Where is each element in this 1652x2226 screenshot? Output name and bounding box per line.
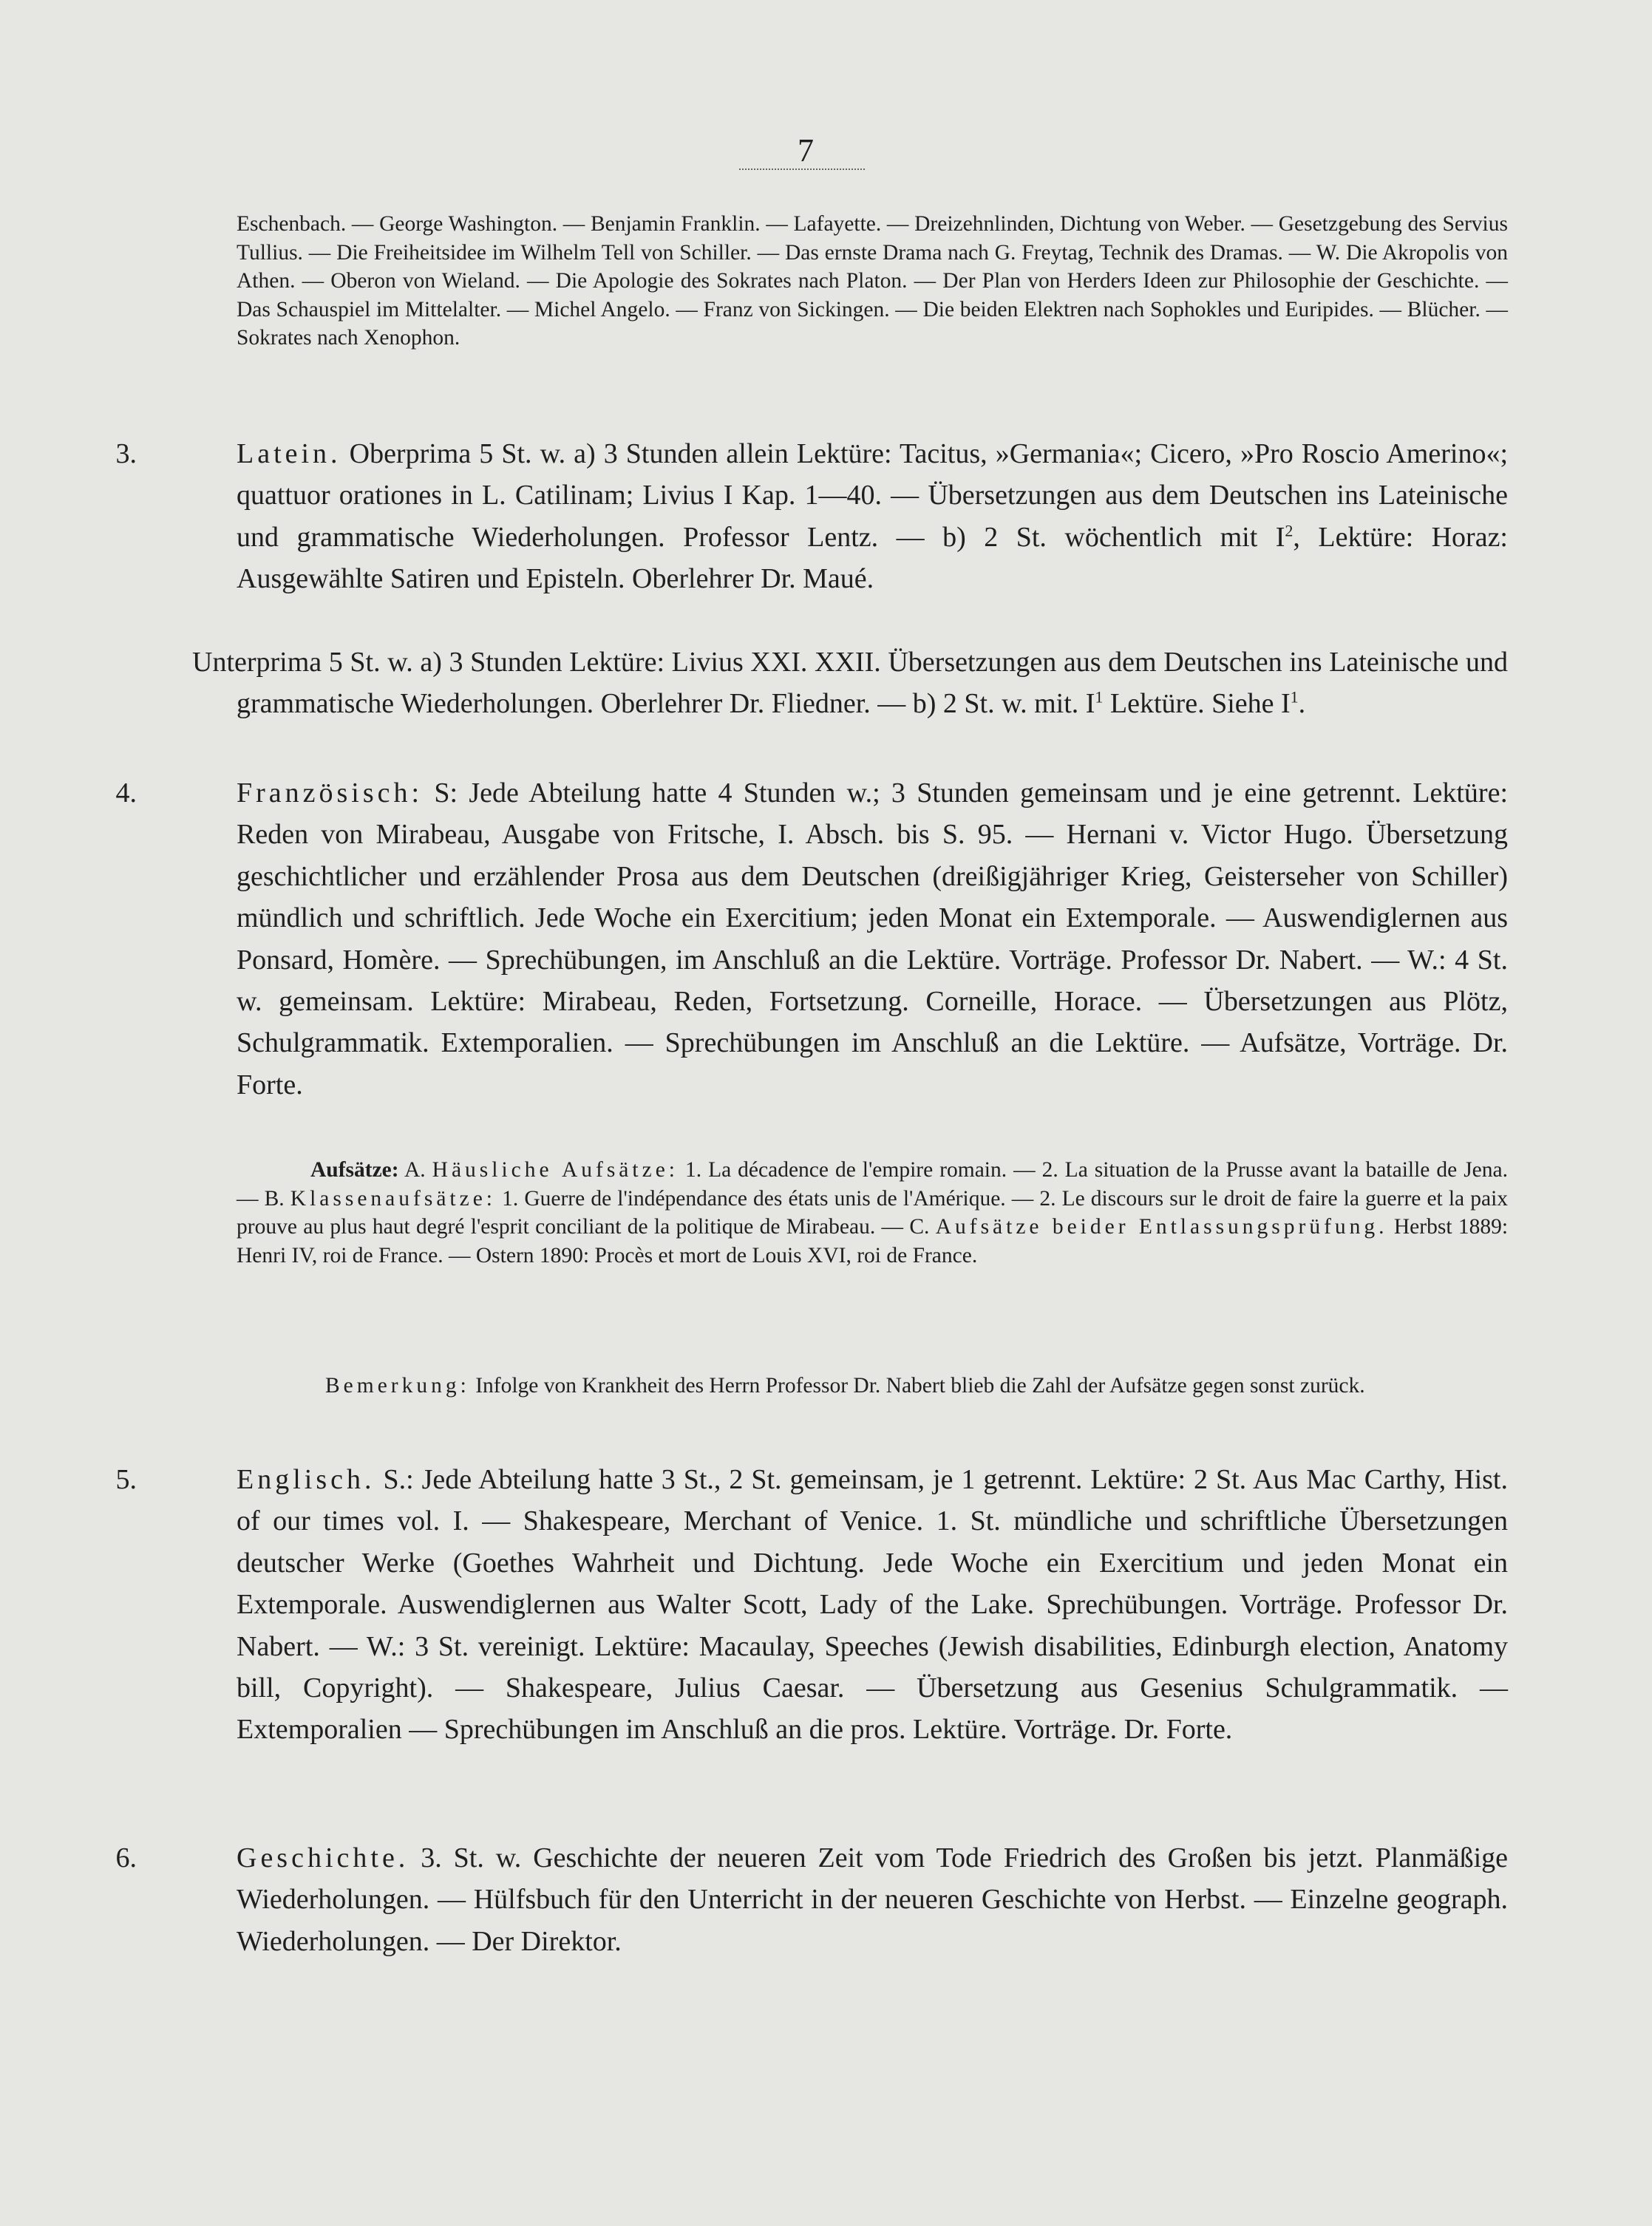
- franzoesisch-text: S: Jede Abteilung hatte 4 Stunden w.; 3 Stunden gemeinsam und je eine getrennt. Lektüre: Reden von Mirabeau, Ausgabe von Fritsche, I. Absch. bis S. 95. — Hernani v. Victor Hugo. Übersetzung geschichtlicher und erzählender Prosa aus dem Deutschen (dreißigjähriger Krieg, Geisterseher von Schiller) mündlich und schriftlich. Jede Woche ein Exercitium; jeden Monat ein Extemporale. — Auswendiglernen aus Ponsard, Homère. — Sprechübungen, im Anschluß an die Lektüre. Vorträge. Professor Dr. Nabert. — W.: 4 St. w. gemeinsam. Lektüre: Mirabeau, Reden, Fortsetzung. Corneille, Horace. — Übersetzungen aus Plötz, Schulgrammatik. Extemporalien. — Sprechübungen im Anschluß an die Lektüre. — Aufsätze, Vorträge. Dr. Forte.: [237, 777, 1508, 1100]
- section-title: Latein.: [237, 438, 341, 469]
- section-geschichte: [115, 1837, 1509, 1962]
- latein-oberprima: Latein. Oberprima 5 St. w. a) 3 Stunden allein Lektüre: Tacitus, »Germania«; Cicero, »Pro Roscio Amerino«; quattuor orationes in L. Catilinam; Livius I Kap. 1—40. — Übersetzungen aus dem Deutschen ins Lateinische und grammatische Wiederholungen. Professor Lentz. — b) 2 St. wöchentlich mit $I^2$, Lektüre: Horaz: Ausgewählte Satiren und Episteln. Oberlehrer Dr. Maué.: [237, 438, 1508, 595]
- section-title: Englisch.: [237, 1464, 375, 1495]
- section-number: 3.: [115, 438, 137, 469]
- page-number-rule: [739, 169, 865, 170]
- intro-paragraph: [237, 210, 1508, 353]
- aufsaetze-label: Aufsätze:: [310, 1158, 399, 1182]
- bemerkung-paragraph: Bemerkung: Infolge von Krankheit des Herrn Professor Dr. Nabert blieb die Zahl der Aufsätze gegen sonst zurück.: [325, 1374, 1365, 1398]
- section-franzoesisch: [115, 772, 1508, 1106]
- section-title: Französisch:: [237, 777, 424, 809]
- englisch-text: S.: Jede Abteilung hatte 3 St., 2 St. gemeinsam, je 1 getrennt. Lektüre: 2 St. Aus Mac Carthy, Hist. of our times vol. I. — Shakespeare, Merchant of Venice. 1. St. mündliche und schriftliche Übersetzungen deutscher Werke (Goethes Wahrheit und Dichtung. Jede Woche ein Exercitium und jeden Monat ein Extemporale. Auswendiglernen aus Walter Scott, Lady of the Lake. Sprechübungen. Vorträge. Professor Dr. Nabert. — W.: 3 St. vereinigt. Lektüre: Macaulay, Speeches (Jewish disabilities, Edinburgh election, Anatomy bill, Copyright). — Shakespeare, Julius Caesar. — Übersetzung aus Gesenius Schulgrammatik. — Extemporalien — Sprechübungen im Anschluß an die pros. Lektüre. Vorträge. Dr. Forte.: [237, 1464, 1508, 1746]
- section-number: 6.: [115, 1842, 137, 1873]
- page-number: 7: [798, 132, 814, 169]
- intro-text: Eschenbach. — George Washington. — Benjamin Franklin. — Lafayette. — Dreizehnlinden, Dichtung von Weber. — Gesetzgebung des Servius Tullius. — Die Freiheitsidee im Wilhelm Tell von Schiller. — Das ernste Drama nach G. Freytag, Technik des Dramas. — W. Die Akropolis von Athen. — Oberon von Wieland. — Die Apologie des Sokrates nach Platon. — Der Plan von Herders Ideen zur Philosophie der Geschichte. — Das Schauspiel im Mittelalter. — Michel Angelo. — Franz von Sickingen. — Die beiden Elektren nach Sophokles und Euripides. — Blücher. — Sokrates nach Xenophon.: [237, 212, 1508, 350]
- section-number: 4.: [115, 777, 137, 809]
- geschichte-text: 3. St. w. Geschichte der neueren Zeit vom Tode Friedrich des Großen bis jetzt. Planmäßige Wiederholungen. — Hülfsbuch für den Unterricht in der neueren Geschichte von Herbst. — Einzelne geograph. Wiederholungen. — Der Direktor.: [237, 1842, 1509, 1957]
- section-latein: [115, 433, 1508, 600]
- section-number: 5.: [115, 1464, 137, 1495]
- aufsaetze-paragraph: Aufsätze: A. Häusliche Aufsätze: 1. La décadence de l'empire romain. — 2. La situation de la Prusse avant la bataille de Jena. — B. Klassenaufsätze: 1. Guerre de l'indépendance des états unis de l'Amérique. — 2. Le discours sur le droit de faire la guerre et la paix prouve au plus haut degré l'esprit conciliant de la politique de Mirabeau. — C. Aufsätze beider Entlassungsprüfung. Herbst 1889: Henri IV, roi de France. — Ostern 1890: Procès et mort de Louis XVI, roi de France.: [237, 1158, 1509, 1267]
- section-englisch: [115, 1459, 1508, 1751]
- latein-unterprima: Unterprima 5 St. w. a) 3 Stunden Lektüre: Livius XXI. XXII. Übersetzungen aus dem Deutschen ins Lateinische und grammatische Wiederholungen. Oberlehrer Dr. Fliedner. — b) 2 St. w. mit. $I^1$ Lektüre. Siehe $I^1$.: [192, 647, 1508, 720]
- section-title: Geschichte.: [237, 1842, 409, 1873]
- bemerkung-label: Bemerkung:: [325, 1374, 470, 1398]
